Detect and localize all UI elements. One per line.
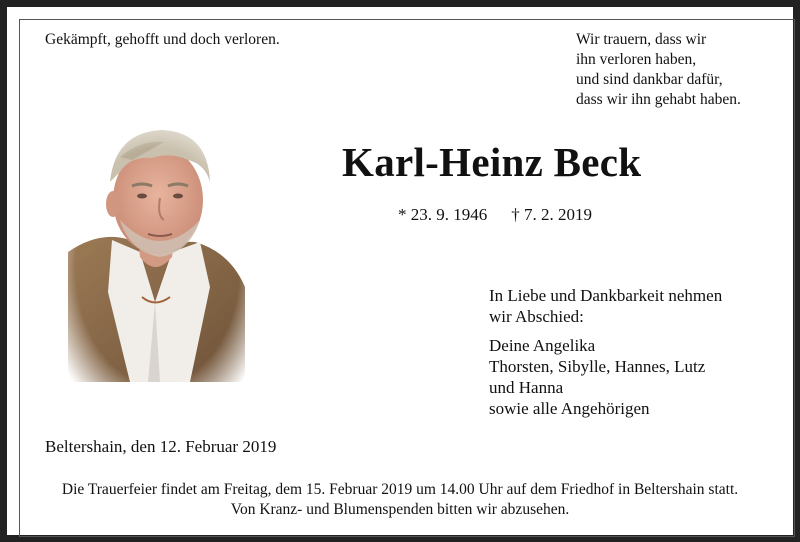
mourner-line: sowie alle Angehörigen: [489, 399, 650, 418]
portrait-photo: [60, 112, 255, 392]
motto-left: Gekämpft, gehofft und doch verloren.: [45, 31, 280, 48]
verse-line: und sind dankbar dafür,: [576, 71, 723, 88]
mourner-line: und Hanna: [489, 378, 564, 397]
verse-line: Wir trauern, dass wir: [576, 31, 707, 48]
verse-line: ihn verloren haben,: [576, 51, 697, 68]
footer-line: Von Kranz- und Blumenspenden bitten wir abzusehen.: [230, 501, 570, 518]
place-date: Beltershain, den 12. Februar 2019: [45, 437, 277, 456]
mourners-block: [489, 285, 722, 419]
deceased-name: Karl-Heinz Beck: [342, 139, 642, 185]
footer-notice: [0, 480, 800, 520]
footer-line: Die Trauerfeier findet am Freitag, dem 15. Februar 2019 um 14.00 Uhr auf dem Friedhof in Beltershain statt.: [61, 481, 739, 498]
verse-line: dass wir ihn gehabt haben.: [576, 91, 741, 108]
life-dates: [398, 205, 592, 225]
thanks-line: wir Abschied:: [489, 307, 584, 326]
mourner-line: Thorsten, Sibylle, Hannes, Lutz: [489, 357, 706, 376]
verse: [576, 30, 741, 110]
mourner-line: Deine Angelika: [489, 336, 596, 355]
death-date: † 7. 2. 2019: [511, 205, 592, 224]
thanks-line: In Liebe und Dankbarkeit nehmen: [489, 286, 723, 305]
birth-date: * 23. 9. 1946: [398, 205, 488, 224]
